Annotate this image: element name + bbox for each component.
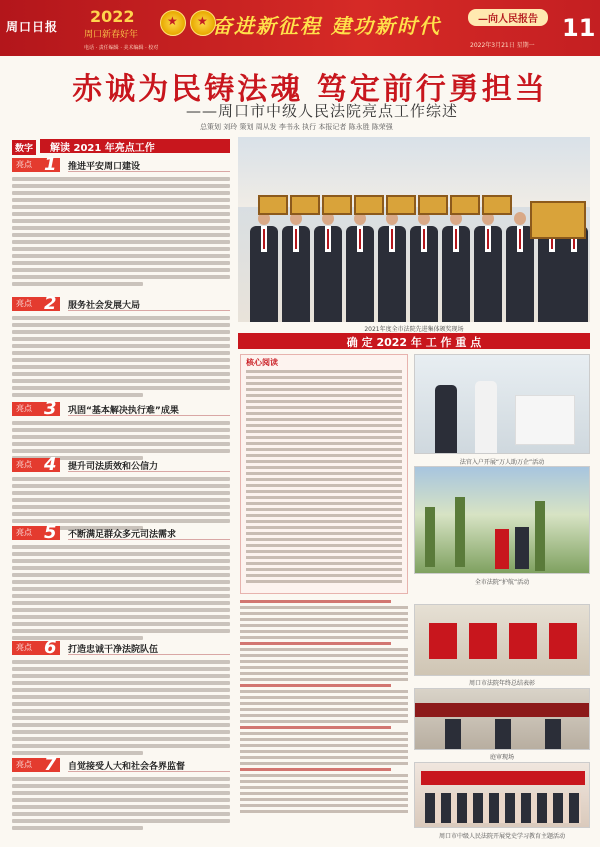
highlight-title: 服务社会发展大局 xyxy=(68,301,141,311)
photo-caption-bottom-2: 庭审现场 xyxy=(489,754,514,761)
highlight-number: 2 xyxy=(44,293,57,314)
focus-section-title: 确 定 2022 年 工 作 重 点 xyxy=(346,336,482,349)
logo-title: 周口新春好年 xyxy=(84,30,139,40)
awardee-figure xyxy=(442,212,470,322)
award-plaque xyxy=(386,195,416,215)
highlight-number: 6 xyxy=(44,637,57,658)
highlight-number: 5 xyxy=(44,522,57,543)
field-activity-photo xyxy=(414,466,590,574)
masthead xyxy=(0,0,600,56)
highlight-label: 亮点 xyxy=(16,160,32,169)
awardee-figure xyxy=(474,212,502,322)
byline: 总策划 刘玲 策划 周从发 李书永 执行 本报记者 陈永胜 陈荣强 xyxy=(200,123,393,131)
paper-name: 周口日报 xyxy=(6,20,59,34)
highlight-label: 亮点 xyxy=(16,460,32,469)
highlight-label: 亮点 xyxy=(16,760,32,769)
highlight-label: 亮点 xyxy=(16,528,32,537)
award-plaque xyxy=(418,195,448,215)
awardee-figure xyxy=(250,212,278,322)
photo-caption-bottom-3: 周口市中级人民法院开展党史学习教育主题活动 xyxy=(438,833,565,840)
highlight-title: 打造忠诚干净法院队伍 xyxy=(68,645,159,655)
review-section-bar xyxy=(40,139,230,153)
subheadline: ——周口市中级人民法院亮点工作综述 xyxy=(186,102,459,120)
highlight-title: 不断满足群众多元司法需求 xyxy=(68,530,177,540)
highlight-label: 亮点 xyxy=(16,404,32,413)
award-plaque xyxy=(450,195,480,215)
issue-date: 2022年3月21日 星期一 xyxy=(470,42,535,49)
logo-year: 2022 xyxy=(90,7,135,26)
awardee-figure xyxy=(346,212,374,322)
main-photo-caption: 2021年度全市法院先进集体颁奖现场 xyxy=(364,326,464,333)
award-plaque xyxy=(290,195,320,215)
masthead-info: 电话 · 责任编辑 · 美术编辑 · 校对 xyxy=(84,45,159,51)
highlight-header xyxy=(12,637,230,658)
core-reading-text xyxy=(246,370,402,586)
core-reading-title: 核心阅读 xyxy=(246,358,278,367)
highlight-title: 巩固“基本解决执行难”成果 xyxy=(68,406,179,416)
highlight-title: 提升司法质效和公信力 xyxy=(68,462,159,472)
photo-caption-bottom-1: 周口市法院年终总结表彰 xyxy=(468,680,535,687)
intro-tag: 数字 xyxy=(12,140,36,155)
lower-article-text xyxy=(240,600,408,816)
highlight-number: 4 xyxy=(44,454,57,475)
award-plaque xyxy=(482,195,512,215)
party-study-photo xyxy=(414,762,590,828)
highlight-number: 3 xyxy=(44,398,57,419)
national-emblem-icon xyxy=(160,10,186,36)
photo-caption-right-2: 全市法院“护航”活动 xyxy=(474,579,530,586)
highlight-body xyxy=(12,660,230,758)
headline: 赤诚为民铸法魂 笃定前行勇担当 xyxy=(72,72,548,107)
slogan: 奋进新征程 建功新时代 xyxy=(212,14,441,38)
photo-caption-right-1: 法官入户开展“万人助万企”活动 xyxy=(459,459,545,466)
highlight-header xyxy=(12,522,230,543)
courtroom-photo xyxy=(414,688,590,750)
award-ceremony-photo xyxy=(238,137,590,322)
highlight-header xyxy=(12,154,230,175)
award-plaque xyxy=(258,195,288,215)
highlight-body xyxy=(12,545,230,643)
business-visit-photo xyxy=(414,354,590,454)
highlight-body xyxy=(12,777,230,833)
event-logo xyxy=(82,7,160,47)
commendation-photo xyxy=(414,604,590,676)
highlight-number: 1 xyxy=(44,154,57,175)
awardee-figure xyxy=(314,212,342,322)
highlight-header xyxy=(12,398,230,419)
highlight-label: 亮点 xyxy=(16,299,32,308)
awardee-figure xyxy=(282,212,310,322)
highlight-title: 推进平安周口建设 xyxy=(68,162,141,172)
highlight-header xyxy=(12,454,230,475)
highlight-number: 7 xyxy=(44,754,57,775)
review-section-title: 解读 2021 年亮点工作 xyxy=(50,143,155,154)
focus-section-bar xyxy=(238,333,590,349)
award-plaque xyxy=(354,195,384,215)
award-plaque xyxy=(322,195,352,215)
page-number: 11 xyxy=(562,14,596,42)
highlight-title: 自觉接受人大和社会各界监督 xyxy=(68,762,186,772)
column-label: —向人民报告 xyxy=(468,9,548,26)
highlight-header xyxy=(12,754,230,775)
awardee-figure xyxy=(410,212,438,322)
highlight-label: 亮点 xyxy=(16,643,32,652)
highlight-body xyxy=(12,177,230,289)
awardee-figure xyxy=(378,212,406,322)
award-plaque xyxy=(530,201,586,239)
highlight-header xyxy=(12,293,230,314)
highlight-body xyxy=(12,316,230,400)
